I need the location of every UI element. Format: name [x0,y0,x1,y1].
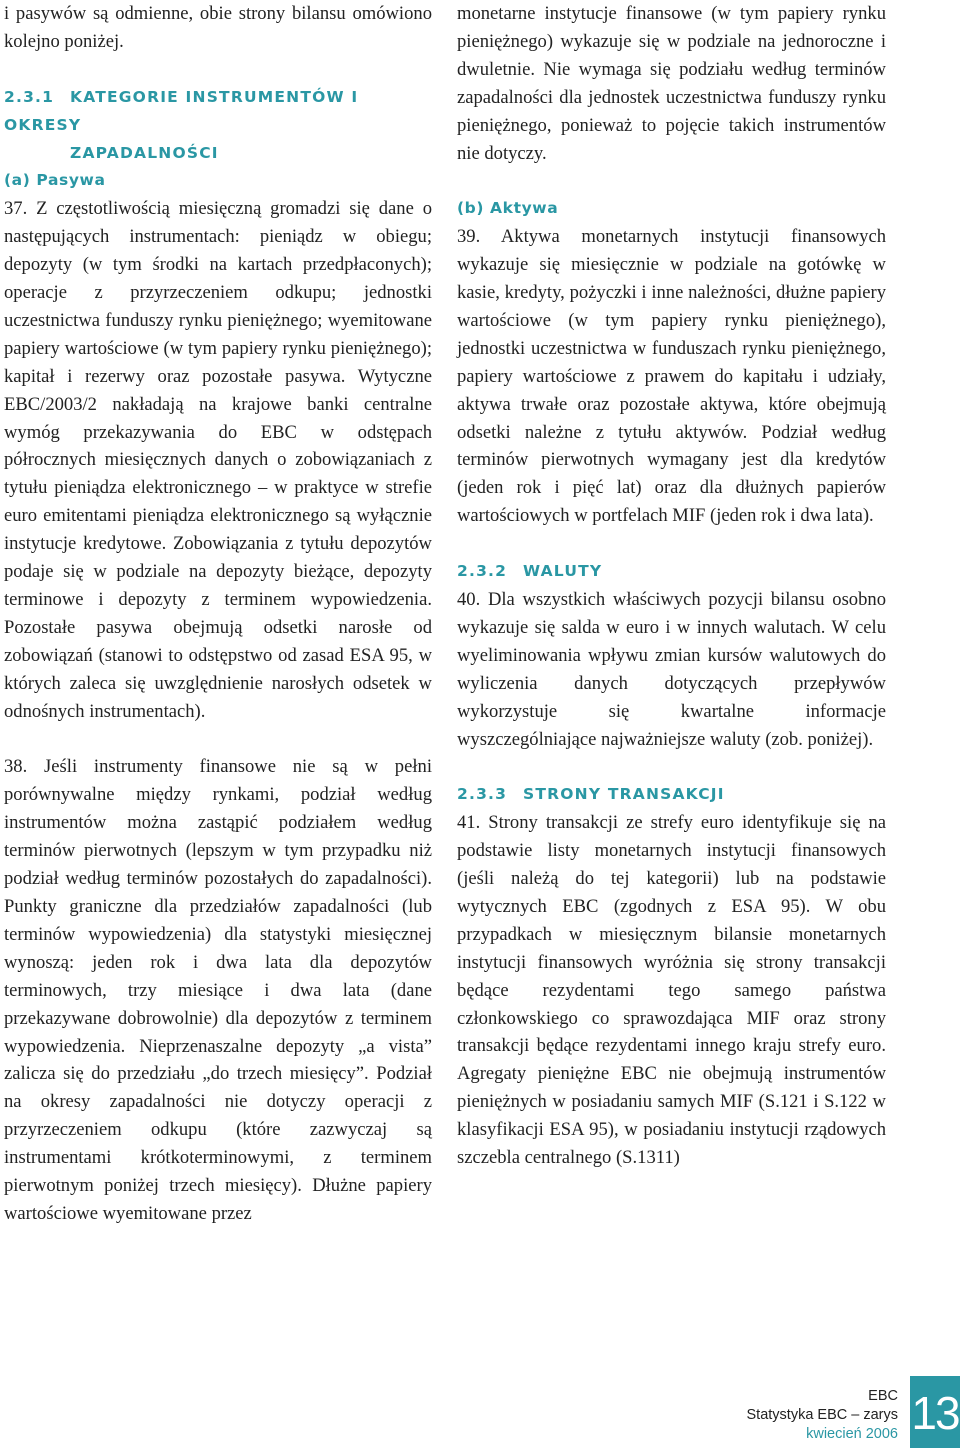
section-heading-2-3-2 [457,558,886,586]
section-heading-2-3-1 [4,84,432,168]
continuation-paragraph: monetarne instytucje finansowe (w tym papiery rynku pieniężnego) wykazuje się w podziale na jednoroczne i dwuletnie. Nie wymaga się podziału według terminów zapadalności dla jednostek uczestnictwa funduszy rynku pieniężnego, ponieważ to pojęcie takich instrumentów nie dotyczy. [457,3,886,164]
section-number: 2.3.2 [457,562,508,581]
spacer [457,753,886,781]
paragraph-41: 41. Strony transakcji ze strefy euro identyfikuje się na podstawie listy monetarnych instytucji finansowych (jeśli należą do tej kategorii) lub na podstawie wytycznych EBC (zgodnych z ESA 95). W obu przypadkach w miesięcznym bilansie monetarnych instytucji finansowych wyróżnia się strony transakcji będące rezydentami tego samego państwa członkowskiego co sprawozdająca MIF oraz strony transakcji będące rezydentami innego kraju strefy euro. Agregaty pieniężne EBC nie obejmują instrumentów pieniężnych w posiadaniu samych MIF (S.121 i S.122 w klasyfikacji ESA 95), w posiadaniu instytucji rządowych szczebla centralnego (S.1311) [457,812,886,1169]
right-column [457,0,886,1172]
section-number: 2.3.1 [4,87,55,106]
paragraph-37: 37. Z częstotliwością miesięczną gromadzi się dane o następujących instrumentach: pieniądz w obiegu; depozyty (w tym środki na kartach przedpłaconych); operacje z przyrzeczeniem odkupu; jednostki uczestnictwa funduszy rynku pieniężnego; wyemitowane papiery wartościowe (w tym papiery rynku pieniężnego); kapitał i rezerwy oraz pozostałe pasywa. Wytyczne EBC/2003/2 nakładają na krajowe banki centralne wymóg przekazywania do EBC w odstępach półrocznych miesięcznych danych o zobowiązaniach z tytułu pieniądza elektronicznego – w praktyce w strefie euro emitentami pieniądza elektronicznego są wyłącznie instytucje kredytowe. Zobowiązania z tytułu depozytów podaje się w podziale na depozyty bieżące, depozyty terminowe i depozyty z terminem wypowiedzenia. Pozostałe pasywa obejmują odsetki narosłe od zobowiązań (stanowi to odstępstwo od zasad ESA 95, w których zaleca się uwzględnienie narosłych odsetek w odnośnych instrumentach). [4,198,432,722]
section-number: 2.3.3 [457,785,508,804]
spacer [457,530,886,558]
page-number: 13 [911,1387,959,1439]
subheading-pasywa: (a) Pasywa [4,171,106,190]
spacer [457,167,886,195]
section-title: WALUTY [523,562,603,581]
spacer [4,726,432,754]
intro-paragraph: i pasywów są odmienne, obie strony bilansu omówiono kolejno poniżej. [4,3,432,52]
page-footer [747,1387,899,1444]
section-title-line2: ZAPADALNOŚCI [70,143,219,162]
section-heading-2-3-3 [457,781,886,809]
section-title-line1: KATEGORIE INSTRUMENTÓW I OKRESY [4,87,359,134]
subheading-aktywa: (b) Aktywa [457,199,559,218]
paragraph-38: 38. Jeśli instrumenty finansowe nie są w pełni porównywalne między rynkami, podział według instrumentów można zastąpić podziałem według terminów pierwotnych (lepszym w tym przypadku niż podział według terminów pozostałych do zapadalności). Punkty graniczne dla przedziałów zapadalności (lub terminów wypowiedzenia) dla statystyki miesięcznej wynoszą: jeden rok i dwa lata dla depozytów terminowych, trzy miesiące i dwa lata (dane przekazywane dobrowolnie) dla depozytów z terminem wypowiedzenia. Nieprzenaszalne depozyty „a vista” zalicza się do przedziału „do trzech miesięcy”. Podział na okresy zapadalności nie dotyczy operacji z przyrzeczeniem odkupu (które zazwyczaj są instrumentami krótkoterminowymi, z terminem pierwotnym poniżej trzech miesięcy). Dłużne papiery wartościowe wyemitowane przez [4,756,432,1224]
paragraph-40: 40. Dla wszystkich właściwych pozycji bilansu osobno wykazuje się salda w euro i w innych walutach. W celu wyeliminowania wpływu zmian kursów walutowych do wyliczenia danych dotyczących przepływów wykorzystuje się kwartalne informacje wyszczególniające najważniejsze waluty (zob. poniżej). [457,589,886,750]
footer-date: kwiecień 2006 [806,1426,898,1442]
section-title: STRONY TRANSAKCJI [523,785,725,804]
footer-title: Statystyka EBC – zarys [746,1407,898,1423]
left-column [4,0,432,1228]
spacer [4,56,432,84]
paragraph-39: 39. Aktywa monetarnych instytucji finansowych wykazuje się miesięcznie w podziale na gotówkę w kasie, kredyty, pożyczki i inne należności, dłużne papiery wartościowe (w tym papiery rynku pieniężnego), jednostki uczestnictwa w funduszach rynku pieniężnego, papiery wartościowe z prawem do kapitału i udziały, aktywa trwałe oraz pozostałe aktywa, które obejmują odsetki należne z tytułu aktywów. Podział według terminów pierwotnych wymagany jest dla kredytów (jeden rok i pięć lat) oraz dla dłużnych papierów wartościowych w portfelach MIF (jeden rok i dwa lata). [457,226,886,527]
footer-publisher: EBC [868,1388,898,1404]
